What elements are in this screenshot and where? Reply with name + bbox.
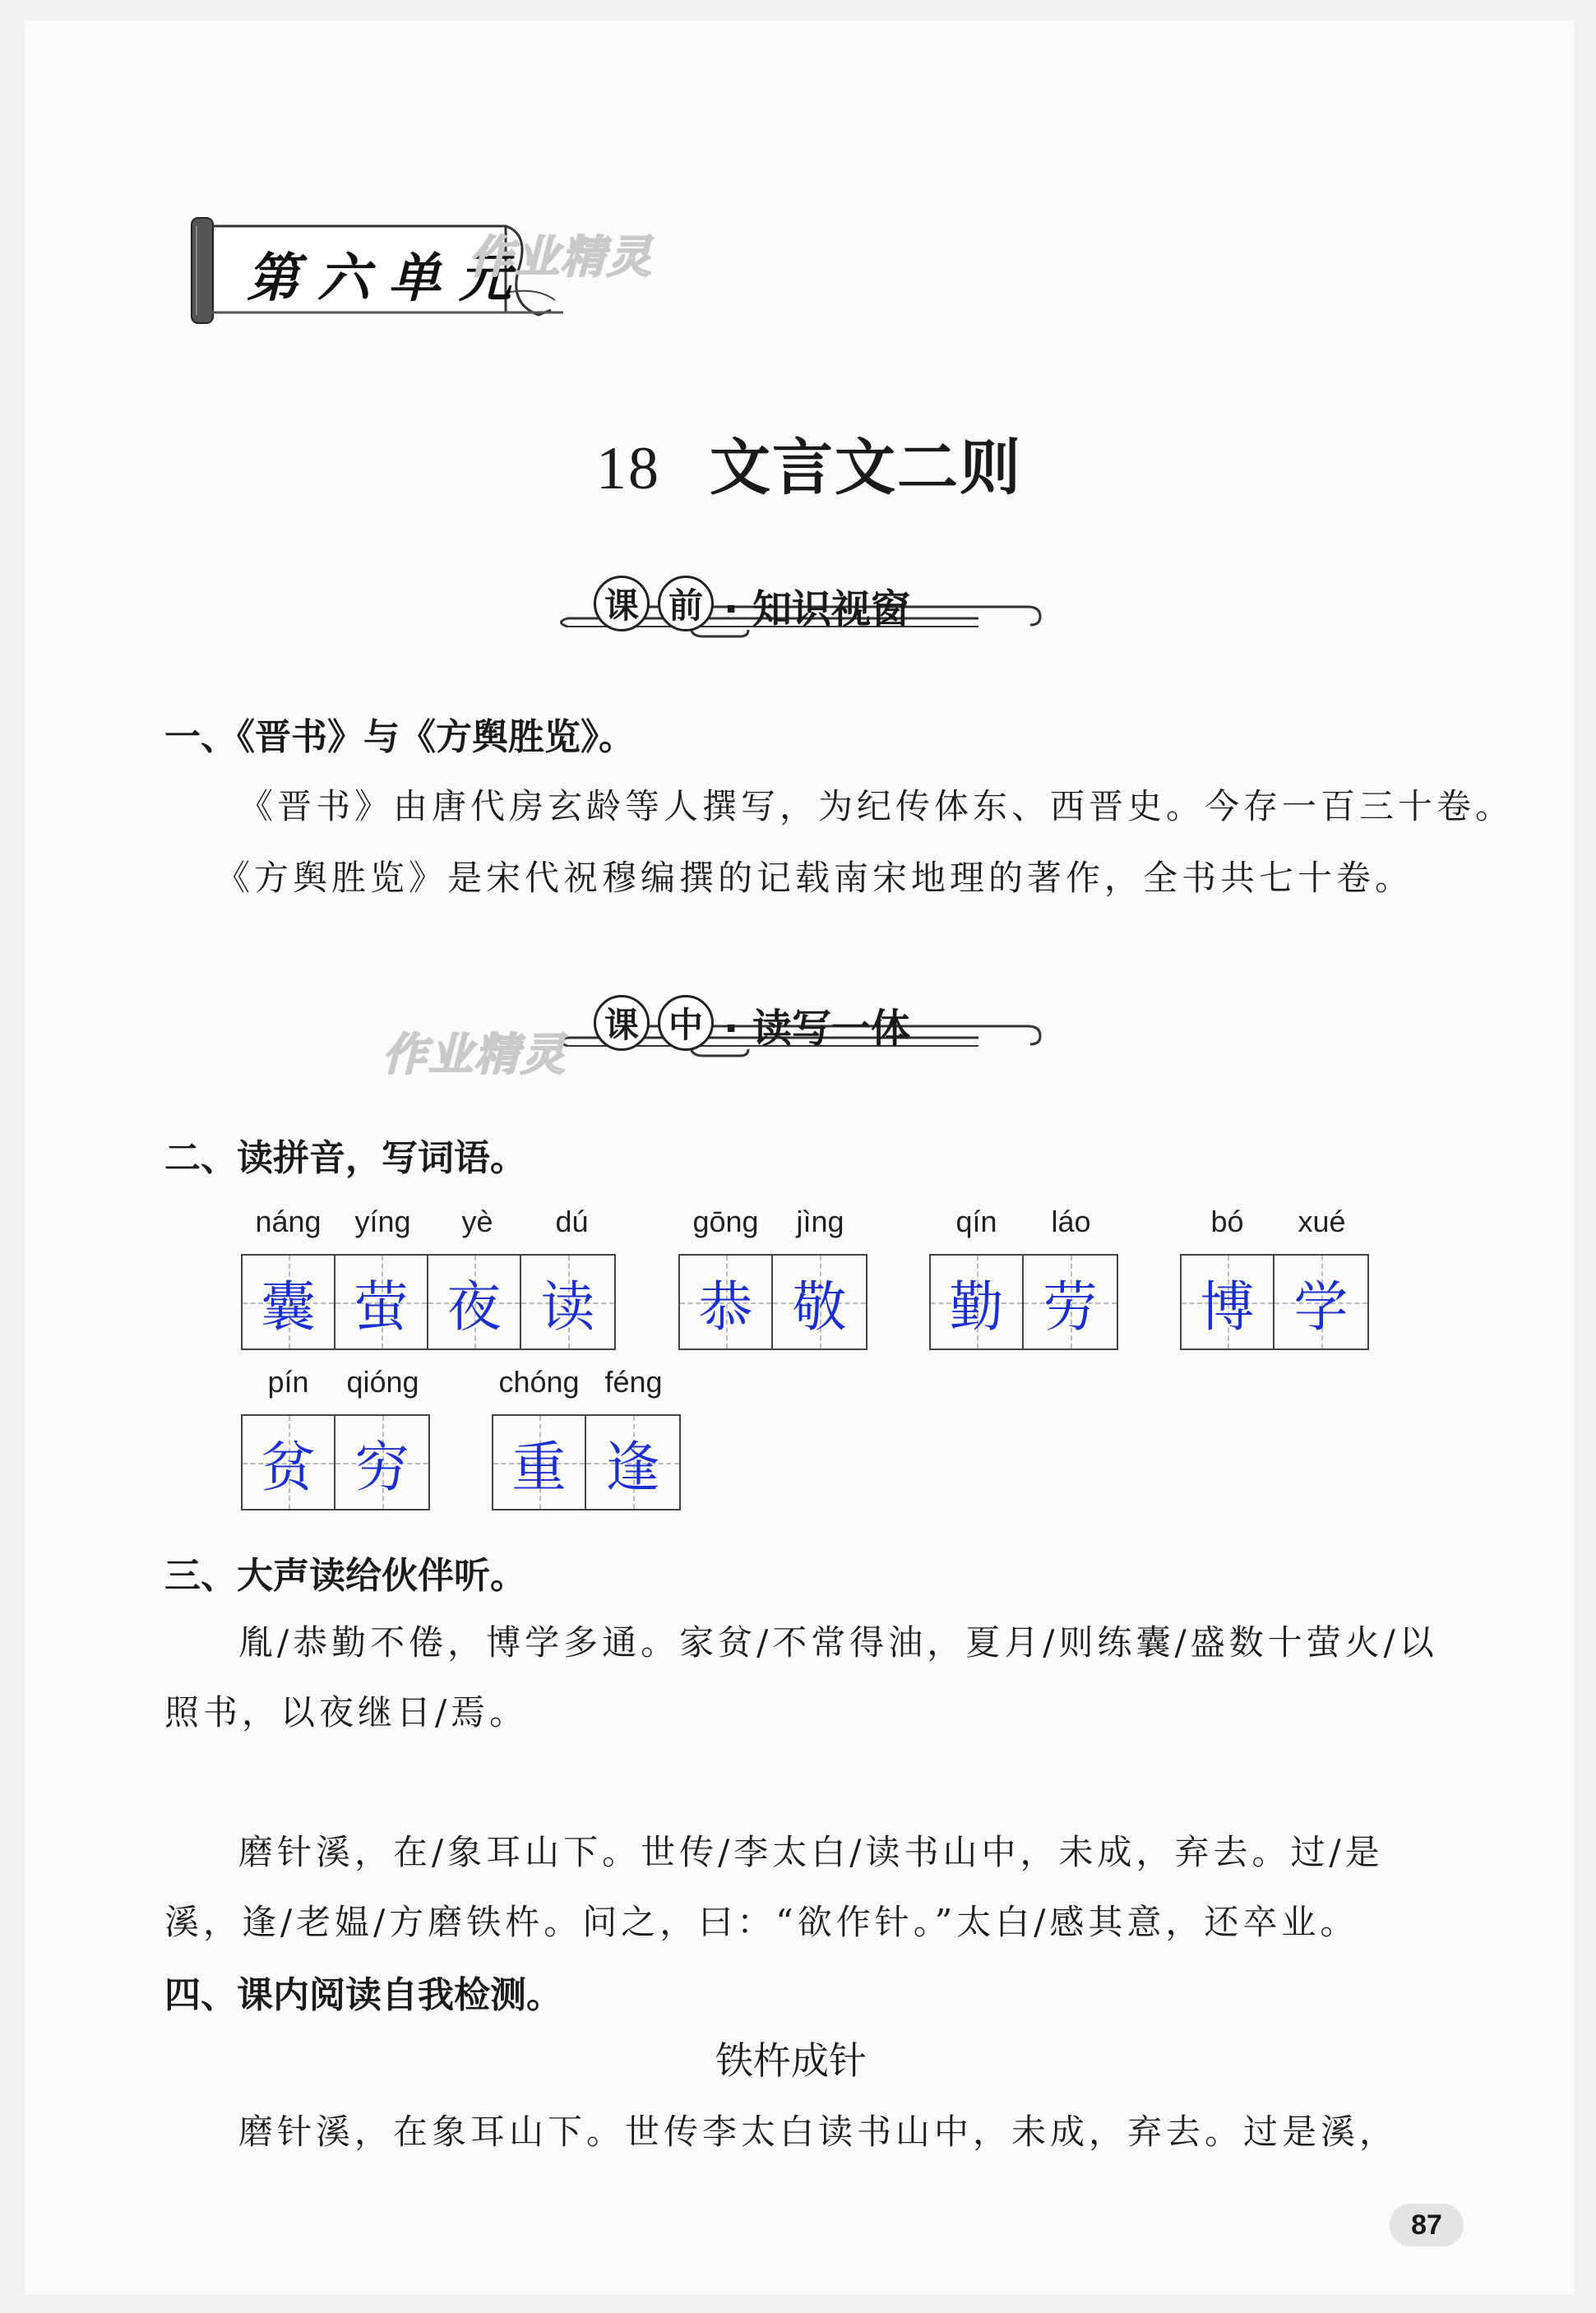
- section-before-banner: [551, 567, 1044, 658]
- pinyin: qióng: [346, 1365, 419, 1399]
- grid-cell: 勤: [931, 1256, 1024, 1348]
- page-number: 87: [1390, 2204, 1464, 2246]
- watermark-top: 作业精灵: [469, 231, 653, 283]
- pinyin: jìng: [796, 1205, 844, 1238]
- grid-cell: 逢: [586, 1416, 679, 1509]
- pinyin: xué: [1298, 1205, 1346, 1238]
- writing-grid: [241, 1254, 616, 1350]
- story-title: 铁杵成针: [715, 2038, 867, 2083]
- q3-p1-line-1: 胤/恭勤不倦，博学多通。家贫/不常得油，夏月/则练囊/盛数十萤火/以: [238, 1622, 1438, 1663]
- badge-ke: 课: [594, 576, 650, 631]
- q1-heading: 一、《晋书》与《方舆胜览》。: [164, 716, 635, 758]
- q1-line-1: 《晋书》由唐代房玄龄等人撰写，为纪传体东、西晋史。今存一百三十卷。: [238, 786, 1515, 826]
- pinyin: qín: [955, 1205, 997, 1238]
- writing-grid: [241, 1414, 430, 1510]
- pinyin: gōng: [692, 1205, 759, 1238]
- grid-cell: 博: [1182, 1256, 1274, 1348]
- grid-cell: 学: [1274, 1256, 1367, 1348]
- lesson-title: [596, 419, 1022, 507]
- q3-p1-line-2: 照书，以夜继日/焉。: [164, 1692, 529, 1732]
- grid-cell: 劳: [1024, 1256, 1117, 1348]
- grid-cell: 贫: [243, 1416, 335, 1509]
- pinyin: pín: [267, 1365, 309, 1399]
- lesson-number: 18: [596, 435, 660, 502]
- q3-heading: 三、大声读给伙伴听。: [164, 1555, 526, 1597]
- pinyin: bó: [1210, 1205, 1244, 1238]
- watermark-middle: 作业精灵: [382, 1029, 567, 1080]
- badge-ke: 课: [594, 995, 650, 1051]
- badge-qian: 前: [658, 576, 714, 631]
- q4-heading: 四、课内阅读自我检测。: [164, 1974, 562, 2016]
- q2-heading: 二、读拼音，写词语。: [164, 1137, 526, 1179]
- pinyin: láo: [1051, 1205, 1091, 1238]
- grid-cell: 重: [493, 1416, 586, 1509]
- pinyin: yíng: [354, 1205, 411, 1238]
- lesson-name: 文言文二则: [710, 433, 1022, 503]
- grid-cell: 读: [521, 1256, 614, 1348]
- grid-cell: 萤: [335, 1256, 428, 1348]
- q4-line-1: 磨针溪，在象耳山下。世传李太白读书山中，未成，弃去。过是溪，: [238, 2112, 1399, 2152]
- pinyin: yè: [461, 1205, 493, 1238]
- q3-p2-line-1: 磨针溪，在/象耳山下。世传/李太白/读书山中，未成，弃去。过/是: [238, 1832, 1384, 1872]
- pinyin: féng: [604, 1365, 663, 1399]
- pinyin: náng: [255, 1205, 322, 1238]
- q3-p2-line-2: 溪，逢/老媪/方磨铁杵。问之，曰：“欲作针。”太白/感其意，还卒业。: [164, 1902, 1359, 1942]
- pinyin: dú: [555, 1205, 589, 1238]
- grid-cell: 恭: [680, 1256, 773, 1348]
- writing-grid: [929, 1254, 1118, 1350]
- grid-cell: 夜: [428, 1256, 521, 1348]
- section-before-title: · 知识视窗: [724, 586, 910, 632]
- grid-cell: 穷: [335, 1416, 428, 1509]
- q1-line-2: 《方舆胜览》是宋代祝穆编撰的记载南宋地理的著作，全书共七十卷。: [215, 858, 1414, 898]
- badge-zhong: 中: [658, 995, 714, 1051]
- section-during-banner: [551, 987, 1044, 1077]
- unit-title: 第六单元: [247, 247, 530, 309]
- grid-cell: 囊: [243, 1256, 335, 1348]
- section-during-title: · 读写一体: [724, 1006, 910, 1052]
- writing-grid: [492, 1414, 681, 1510]
- pinyin: chóng: [498, 1365, 580, 1399]
- grid-cell: 敬: [773, 1256, 866, 1348]
- writing-grid: [1180, 1254, 1369, 1350]
- writing-grid: [678, 1254, 867, 1350]
